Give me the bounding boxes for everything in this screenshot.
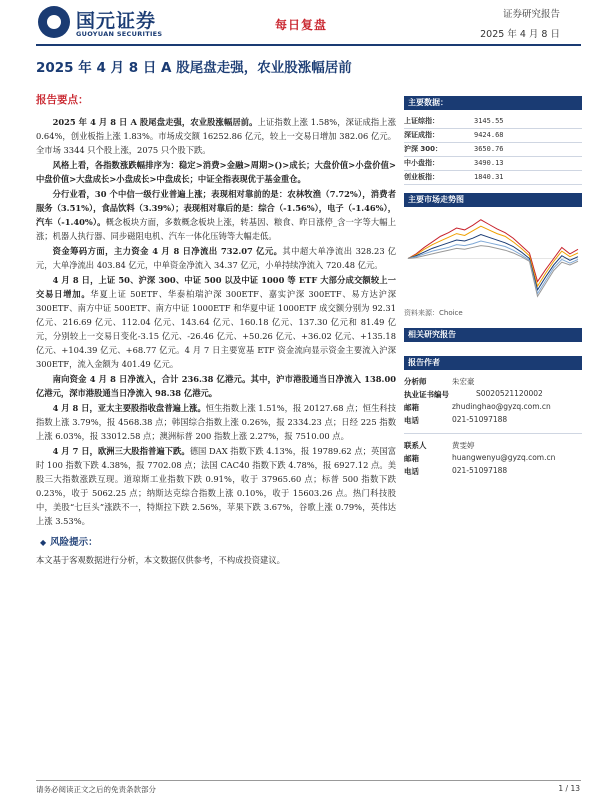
analyst-field-label: 执业证书编号 [404, 389, 449, 399]
analyst-row [404, 453, 582, 466]
summary-paragraph [36, 244, 396, 272]
paragraph-lead: 4 月 8 日，上证 50、沪深 300、中证 500 以及中证 1000 等 ETF 大部分成交额较上一交易日增加。 [36, 275, 396, 299]
key-data-row [404, 142, 582, 156]
paragraph-list [36, 115, 396, 528]
section-heading: 报告要点： [36, 94, 89, 106]
analyst-row [404, 466, 582, 479]
analyst-divider [404, 433, 582, 434]
key-data-heading: 主要数据： [404, 96, 582, 110]
key-data-label: 中小盘指： [404, 156, 474, 170]
analyst-block [404, 356, 582, 479]
chart-series-line-2 [408, 226, 578, 286]
report-category: 证券研究报告 [502, 9, 560, 20]
paragraph-lead: 风格上看，各指数涨跌幅排序为：稳定>消费>金融>周期>()>成长；大盘价值>小盘价值>中盘价值>大盘成长>小盘成长>中盘成长；中证全指表现优于基金重仓。 [36, 160, 396, 184]
summary-paragraph [36, 187, 396, 243]
key-data-value: 1840.31 [474, 170, 582, 184]
analyst-field-value: 朱宏豪 [452, 376, 475, 386]
analyst-field-label: 分析师 [404, 376, 427, 386]
key-data-value: 3145.55 [474, 114, 582, 128]
analyst-field-value: 黄雯婷 [452, 440, 475, 450]
paragraph-body: 其中超大单净流出 328.23 亿元，大单净流出 403.84 亿元，中单资金净流入 34.37 亿元，小单持续净流入 720.48 亿元。 [36, 246, 396, 270]
paragraph-lead: 2025 年 4 月 8 日 A 股尾盘走强，农业股涨幅居前。 [52, 117, 258, 127]
page-header [0, 0, 600, 48]
key-data-row [404, 128, 582, 142]
key-data-row [404, 114, 582, 128]
analyst-field-value: S0020521120002 [476, 388, 543, 398]
paragraph-body: 恒生指数上涨 1.51%，报 20127.68 点；恒生科技指数上涨 3.79%，报 4568.38 点；韩国综合指数上涨 0.26%，报 2334.23 点；日经 225 指数上涨 6.03%，报 33012.58 点；澳洲标普 200 指数上涨 2.27%，报 7510.00 点。 [36, 403, 396, 441]
analyst-field-value: zhudinghao@gyzq.com.cn [452, 401, 551, 411]
key-data-table [404, 114, 582, 185]
paragraph-lead: 4 月 7 日，欧洲三大股指普遍下跌。 [52, 446, 190, 456]
main-column [36, 92, 396, 567]
analyst-field-value: 021-51097188 [452, 414, 508, 424]
summary-paragraph [36, 401, 396, 443]
logo-mark-icon [38, 6, 70, 38]
summary-paragraph [36, 158, 396, 186]
market-trend-chart [404, 211, 582, 306]
paragraph-body: 上证指数上涨 1.58%，深证成指上涨 0.64%，创业板指上涨 1.83%。市场成交额 16252.86 亿元，较上一交易日增加 382.06 亿元。全市场 3344 只个股上涨，2075 只个股下跌。 [36, 117, 396, 155]
analyst-row [404, 402, 582, 415]
document-title: 2025 年 4 月 8 日 A 股尾盘走强，农业股涨幅居前 [36, 60, 352, 76]
analyst-row [404, 415, 582, 428]
key-data-row [404, 170, 582, 184]
paragraph-lead: 资金筹码方面，主力资金 4 月 8 日净流出 732.07 亿元。 [52, 246, 283, 256]
logo-chinese-name: 国元证券 [76, 10, 157, 32]
analyst-row [404, 376, 582, 389]
summary-paragraph [36, 372, 396, 400]
related-research-heading: 相关研究报告 [404, 328, 582, 342]
summary-paragraph [36, 115, 396, 157]
report-type: 每日复盘 [275, 18, 328, 32]
analyst-field-label: 邮箱 [404, 453, 419, 463]
logo-english-name: GUOYUAN SECURITIES [76, 30, 163, 38]
analyst-field-label: 电话 [404, 415, 419, 425]
analyst-row [404, 440, 582, 453]
key-data-value: 3490.13 [474, 156, 582, 170]
key-data-value: 3650.76 [474, 142, 582, 156]
risk-heading: ◆ 风险提示： [36, 534, 396, 548]
analyst-field-value: huangwenyu@gyzq.com.cn [452, 452, 556, 462]
key-data-label: 创业板指： [404, 170, 474, 184]
paragraph-lead: 4 月 8 日，亚太主要股指收盘普遍上涨。 [52, 403, 206, 413]
paragraph-body: 德国 DAX 指数下跌 4.13%，报 19789.62 点；英国富时 100 指数下跌 4.38%，报 7702.08 点；法国 CAC40 指数下跌 4.78%，报 6927.12 点。美股三大指数涨跌互现。道琼斯工业指数下跌 0.91%，收于 37965.60 点；标普 500 指数下跌 0.23%，收于 5062.25 点；纳斯达克综合指数上涨 0.10%，收于 15603.26 点。热门科技股中，美股“七巨头”涨跌不一，特斯拉下跌 2.56%，苹果下跌 3.67%，谷歌上涨 0.79%，英伟达上涨 3.53%。 [36, 446, 396, 526]
paragraph-body: 概念板块方面，多数概念板块上涨，转基因、粮食、昨日涨停_含一字等大幅上涨；机器人执行器、同步磁阻电机、汽车一体化压铸等大幅走低。 [36, 217, 396, 241]
paragraph-lead: 南向资金 4 月 8 日净流入，合计 236.38 亿港元。其中，沪市港股通当日净流入 138.00 亿港元，深市港股通当日净流入 98.38 亿港元。 [36, 374, 396, 398]
key-data-value: 9424.68 [474, 128, 582, 142]
chart-series-line-5 [408, 245, 578, 296]
report-date: 2025 年 4 月 8 日 [480, 29, 560, 40]
analyst-field-value: 021-51097188 [452, 465, 508, 475]
summary-paragraph [36, 273, 396, 371]
key-data-label: 上证综指： [404, 114, 474, 128]
key-data-row [404, 156, 582, 170]
header-divider [36, 44, 581, 46]
company-logo [38, 6, 188, 40]
risk-text: 本文基于客观数据进行分析，本文数据仅供参考，不构成投资建议。 [36, 555, 285, 565]
analyst-field-label: 邮箱 [404, 402, 419, 412]
paragraph-lead: 分行业看，30 个中信一级行业普遍上涨；表现相对靠前的是：农林牧渔（7.72%），消费者服务（3.51%），食品饮料（3.39%）；表现相对靠后的是：综合（-1.56%），电子（-1.46%），汽车（-1.40%）。 [36, 189, 396, 227]
key-data-label: 沪深 300： [404, 142, 474, 156]
analyst-field-label: 联系人 [404, 440, 427, 450]
key-data-label: 深证成指： [404, 128, 474, 142]
sidebar [404, 96, 582, 479]
chart-heading: 主要市场走势图 [404, 193, 582, 207]
page-number: 1 / 13 [558, 784, 580, 793]
chart-svg [404, 211, 582, 306]
analyst-field-label: 电话 [404, 466, 419, 476]
paragraph-body: 华夏上证 50ETF、华泰柏瑞沪深 300ETF、嘉实沪深 300ETF、易方达沪深 300ETF、南方中证 500ETF、南方中证 1000ETF 和华夏中证 1000ETF 成交额分别为 92.31 亿元、216.69 亿元、112.04 亿元、143.64 亿元、160.18 亿元、137.30 亿元和 81.49 亿元，分别较上一交易日变化-3.15 亿元、-26.46 亿元、+50.26 亿元、+36.02 亿元、+135.18 亿元、+104.39 亿元、+68.77 亿元。4 月 7 日主要宽基 ETF 资金流向显示资金主要流入沪深 300ETF，流入金额为 401.49 亿元。 [36, 289, 396, 369]
footer-disclaimer: 请务必阅读正文之后的免责条款部分 [36, 785, 156, 794]
analyst-row [404, 389, 582, 402]
chart-source: 资料来源：Choice [404, 308, 463, 317]
authors-heading: 报告作者 [404, 356, 582, 370]
footer-divider [36, 780, 581, 781]
summary-paragraph [36, 444, 396, 528]
